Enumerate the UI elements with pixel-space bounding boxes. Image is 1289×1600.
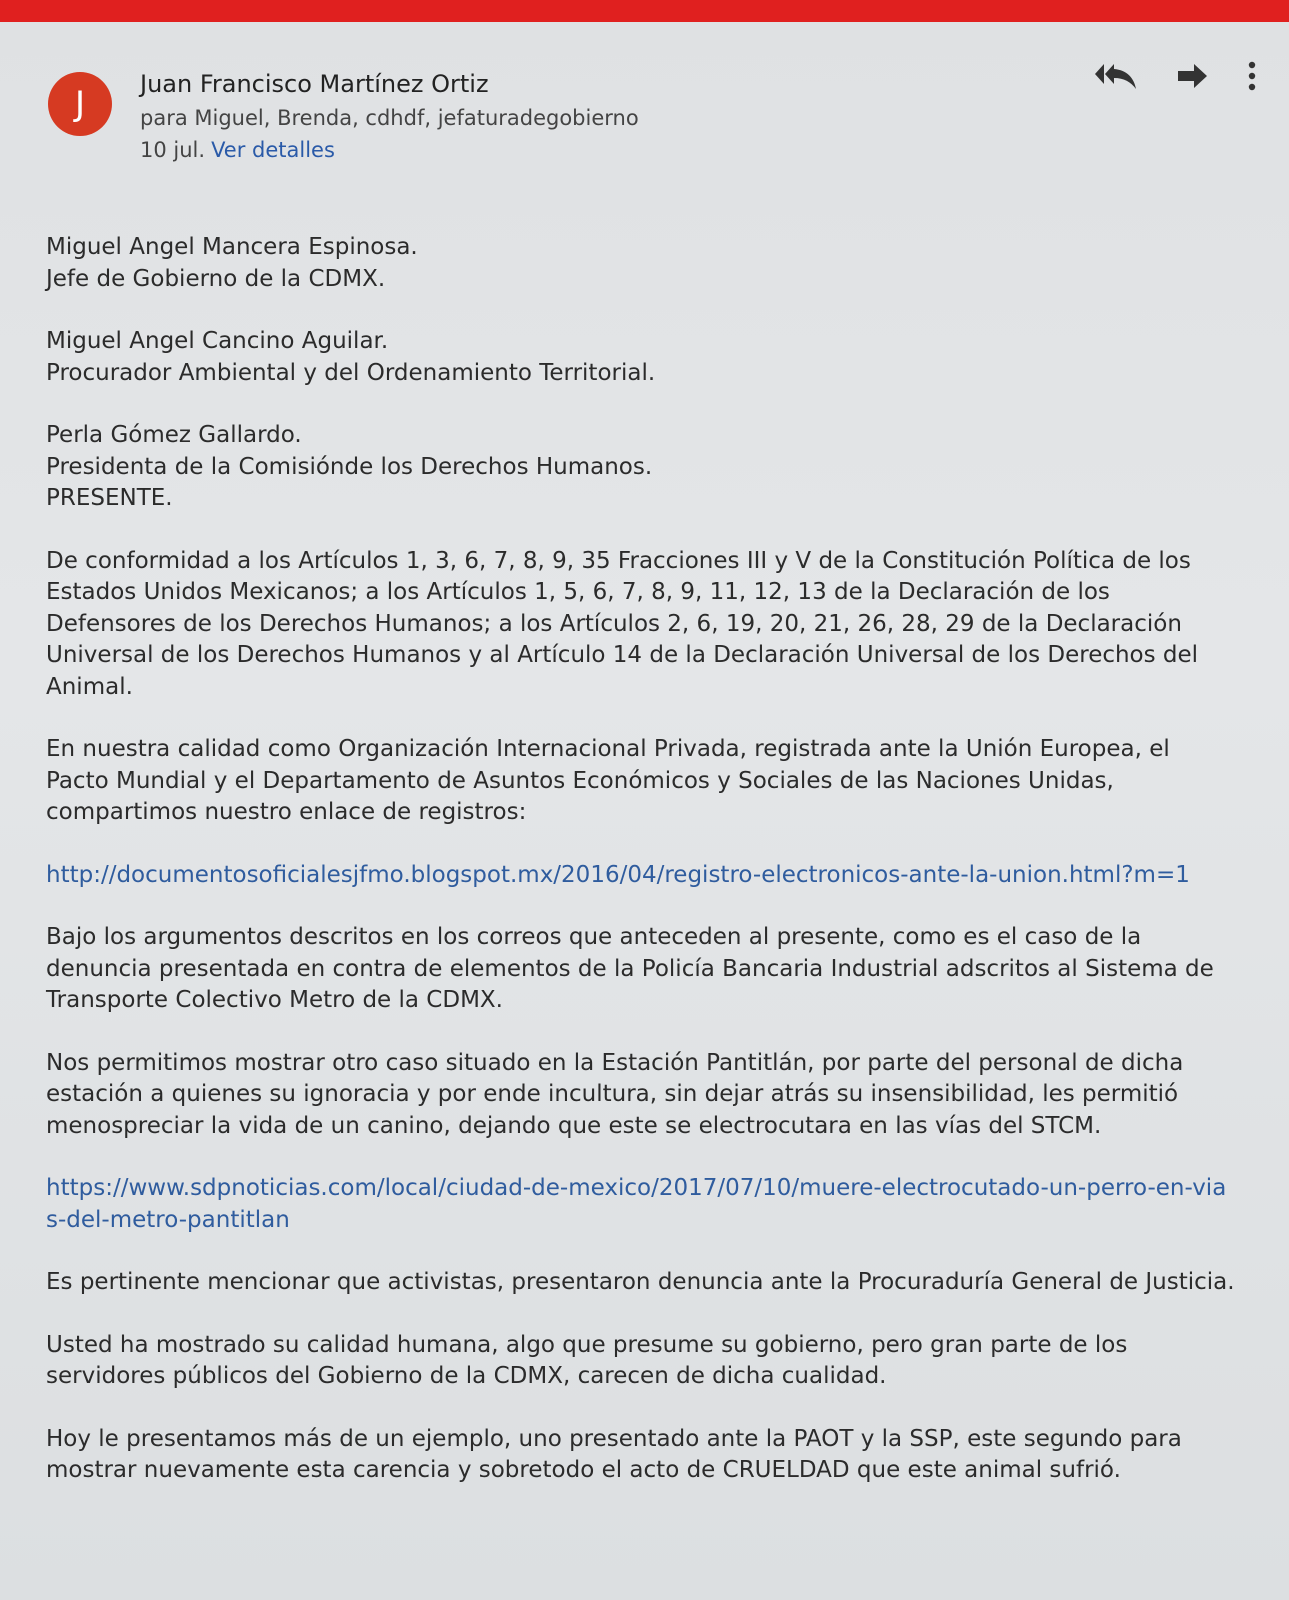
- date-line: [140, 138, 335, 162]
- message-body: [46, 232, 1236, 1518]
- registry-link[interactable]: http://documentosoficialesjfmo.blogspot.mx/2016/04/registro-electronicos-ante-la-union.html?m=1: [46, 861, 1190, 888]
- addressee-name: Miguel Angel Cancino Aguilar.: [46, 328, 389, 354]
- more-options-button[interactable]: [1245, 58, 1259, 94]
- sender-name[interactable]: Juan Francisco Martínez Ortiz: [140, 70, 489, 98]
- news-link[interactable]: https://www.sdpnoticias.com/local/ciudad-de-mexico/2017/07/10/muere-electrocutado-un-perro-en-vias-del-metro-pantitlan: [46, 1175, 1227, 1233]
- forward-icon: [1176, 62, 1208, 90]
- addressee-name: Perla Gómez Gallardo.: [46, 422, 302, 448]
- paragraph-quality: Usted ha mostrado su calidad humana, algo que presume su gobierno, pero gran parte de los servidores públicos del Gobierno de la CDMX, carecen de dicha cualidad.: [46, 1331, 1128, 1389]
- addressee-block-1: [46, 232, 1236, 295]
- addressee-name: Miguel Angel Mancera Espinosa.: [46, 234, 418, 260]
- message-actions: [1093, 58, 1259, 94]
- avatar-letter: J: [74, 84, 86, 124]
- addressee-block-3: [46, 420, 1236, 515]
- details-link[interactable]: Ver detalles: [211, 138, 335, 162]
- paragraph-examples: Hoy le presentamos más de un ejemplo, uno presentado ante la PAOT y la SSP, este segundo para mostrar nuevamente esta carencia y sobretodo el acto de CRUELDAD que este animal sufrió.: [46, 1425, 1182, 1483]
- reply-all-button[interactable]: [1093, 58, 1139, 94]
- top-app-bar: [0, 0, 1289, 22]
- email-date: 10 jul.: [140, 138, 206, 162]
- avatar[interactable]: [48, 72, 112, 136]
- reply-all-icon: [1094, 61, 1138, 91]
- addressee-title: Jefe de Gobierno de la CDMX.: [46, 265, 386, 292]
- paragraph-organization: En nuestra calidad como Organización Internacional Privada, registrada ante la Unión Europea, el Pacto Mundial y el Departamento de Asuntos Económicos y Sociales de las Naciones Unidas, compartimos nuestro enlace de registros:: [46, 736, 1170, 825]
- addressee-block-2: [46, 326, 1236, 389]
- paragraph-arguments: Bajo los argumentos descritos en los correos que anteceden al presente, como es el caso de la denuncia presentada en contra de elementos de la Policía Bancaria Industrial adscritos al Sistema de Transporte Colectivo Metro de la CDMX.: [46, 924, 1214, 1013]
- recipients: para Miguel, Brenda, cdhdf, jefaturadegobierno: [140, 106, 639, 130]
- addressee-title: Presidenta de la Comisiónde los Derechos Humanos.: [46, 453, 653, 480]
- paragraph-legal-basis: De conformidad a los Artículos 1, 3, 6, 7, 8, 9, 35 Fracciones III y V de la Constitución Política de los Estados Unidos Mexicanos; a los Artículos 1, 5, 6, 7, 8, 9, 11, 12, 13 de la Declaración de los Defensores de los Derechos Humanos; a los Artículos 2, 6, 19, 20, 21, 26, 28, 29 de la Declaración Universal de los Derechos Humanos y al Artículo 14 de la Declaración Universal de los Derechos del Animal.: [46, 547, 1199, 700]
- salutation: PRESENTE.: [46, 485, 173, 511]
- paragraph-case: Nos permitimos mostrar otro caso situado en la Estación Pantitlán, por parte del personal de dicha estación a quienes su ignoracia y por ende incultura, sin dejar atrás su insensibilidad, les permitió menospreciar la vida de un canino, dejando que este se electrocutara en las vías del STCM.: [46, 1049, 1184, 1139]
- addressee-title: Procurador Ambiental y del Ordenamiento Territorial.: [46, 359, 656, 386]
- forward-button[interactable]: [1169, 58, 1215, 94]
- more-vert-icon: [1248, 61, 1256, 91]
- paragraph-complaint: Es pertinente mencionar que activistas, presentaron denuncia ante la Procuraduría General de Justicia.: [46, 1269, 1235, 1295]
